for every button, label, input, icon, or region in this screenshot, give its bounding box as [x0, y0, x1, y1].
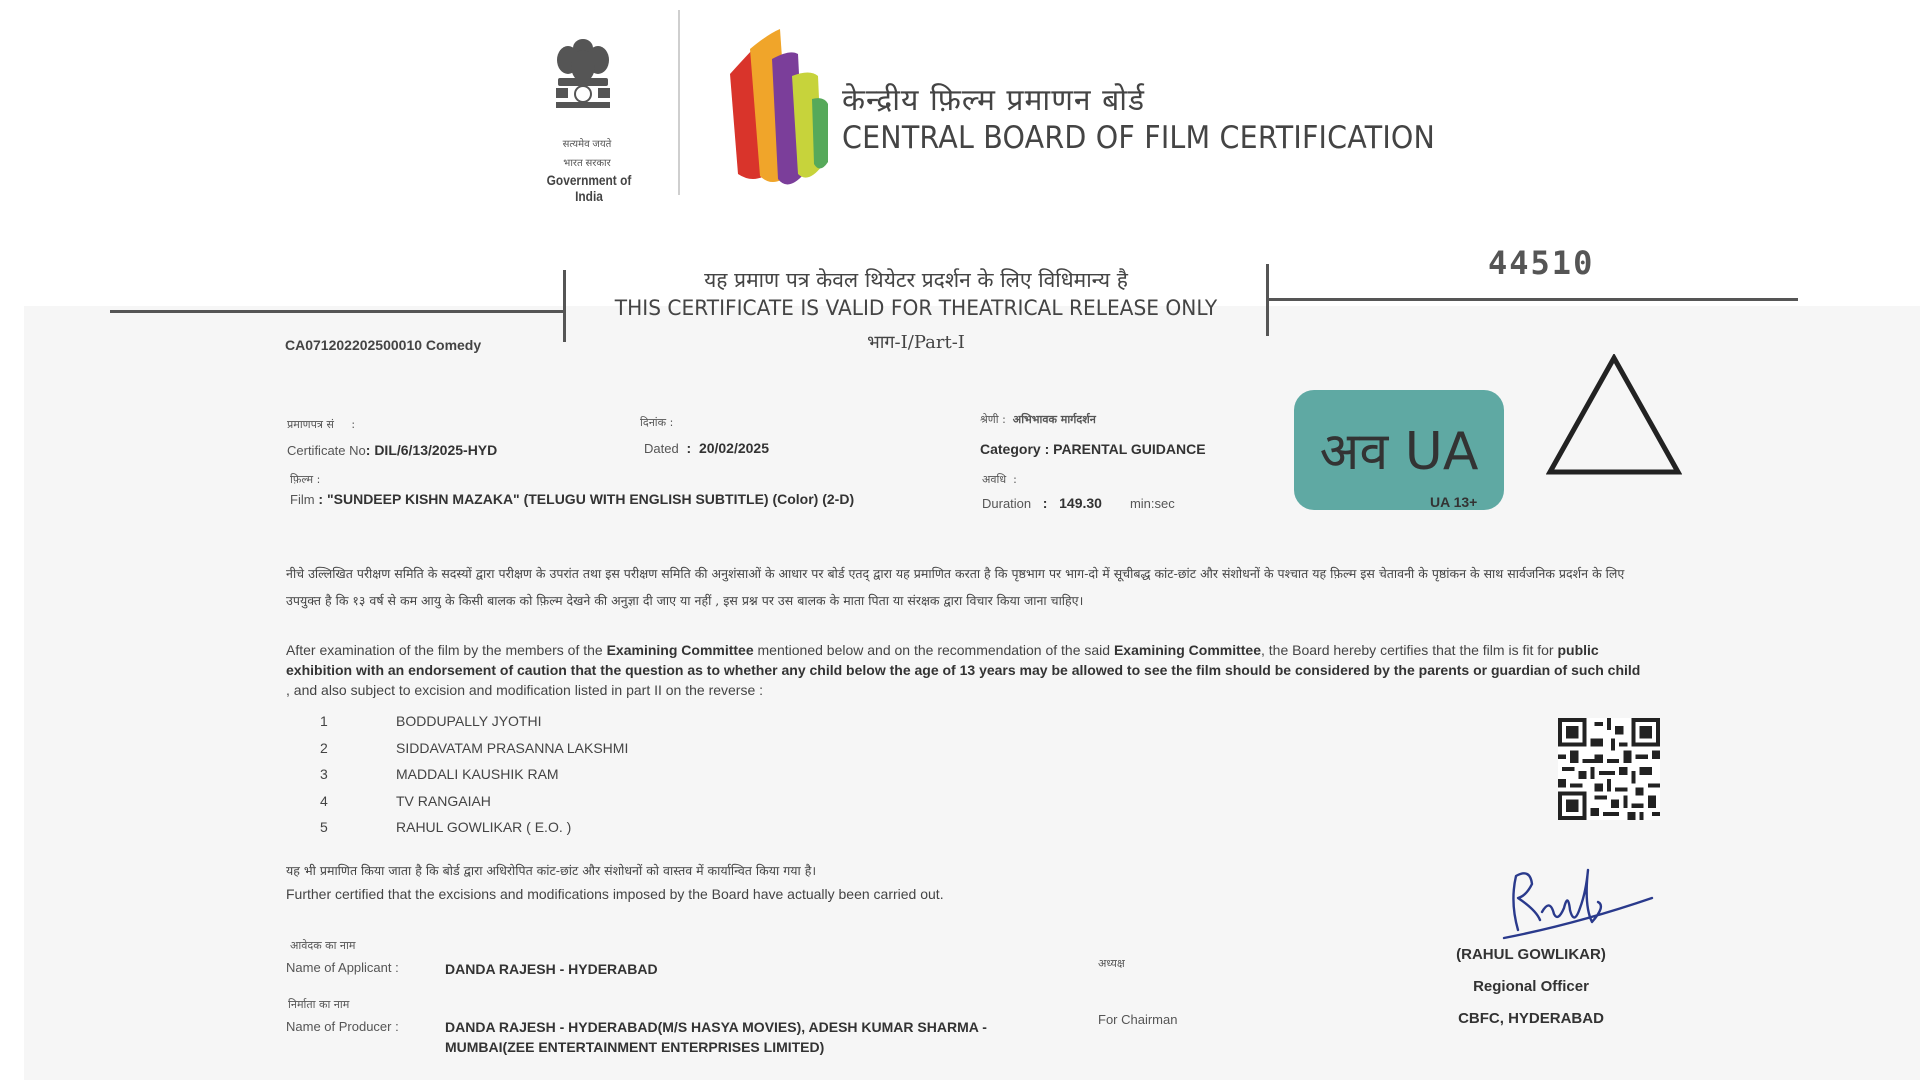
applicant-label: Name of Applicant : — [286, 960, 399, 975]
cert-no-label: Certificate No — [287, 443, 366, 458]
triangle-icon — [1546, 354, 1682, 478]
list-item: 5 RAHUL GOWLIKAR ( E.O. ) — [320, 819, 572, 836]
dated-hindi-label: दिनांक : — [640, 416, 674, 429]
cbfc-title-english: CENTRAL BOARD OF FILM CERTIFICATION — [842, 120, 1436, 156]
list-item: 4 TV RANGAIAH — [320, 792, 491, 809]
further-english: Further certified that the excisions and modifications imposed by the Board have actually been carried out. — [286, 886, 944, 902]
producer-value-line2: MUMBAI(ZEE ENTERTAINMENT ENTERPRISES LIMITED) — [445, 1039, 825, 1055]
list-item: 1 BODDUPALLY JYOTHI — [320, 713, 542, 730]
category-hindi-row: श्रेणी : अभिभावक मार्गदर्शन — [980, 413, 1096, 426]
cert-no-hindi-label: प्रमाणपत्र सं : — [287, 418, 356, 431]
dated-value: 20/02/2025 — [698, 440, 770, 456]
serial-number: 44510 — [1488, 244, 1595, 282]
ashoka-emblem-icon — [548, 32, 618, 142]
signatory-office: CBFC, HYDERABAD — [1458, 1010, 1604, 1027]
list-item: 3 MADDALI KAUSHIK RAM — [320, 766, 559, 783]
signature-icon — [1496, 862, 1656, 942]
film-hindi-label: फ़िल्म : — [290, 473, 321, 486]
cert-no-value: DIL/6/13/2025-HYD — [374, 442, 498, 458]
dated-row: Dated : 20/02/2025 — [644, 440, 770, 456]
validity-english: THIS CERTIFICATE IS VALID FOR THEATRICAL RELEASE ONLY — [614, 296, 1218, 320]
duration-label: Duration — [982, 496, 1032, 511]
part-label: भाग-I/Part-I — [867, 332, 965, 353]
applicant-value: DANDA RAJESH - HYDERABAD — [445, 961, 658, 977]
certification-english: After examination of the film by the members of the Examining Committee mentioned below and on the recommendation of the said Examining Committee, the Board hereby certifies that the film is fit for public exhibition with an endorsement of caution that the question as to whether any child below the age of 13 years may be allowed to see the film should be considered by the parents or guardian of such child , and also subject to excision and modification listed in part II on the reverse : — [286, 642, 1641, 698]
producer-value-line1: DANDA RAJESH - HYDERABAD(M/S HASYA MOVIES), ADESH KUMAR SHARMA - — [445, 1019, 987, 1035]
signatory-name: (RAHUL GOWLIKAR) — [1456, 946, 1606, 963]
film-title: "SUNDEEP KISHN MAZAKA" (TELUGU WITH ENGLISH SUBTITLE) (Color) (2-D) — [327, 491, 855, 507]
producer-hindi-label: निर्माता का नाम — [288, 998, 350, 1011]
film-label: Film — [290, 492, 315, 507]
film-row: Film : "SUNDEEP KISHN MAZAKA" (TELUGU WITH ENGLISH SUBTITLE) (Color) (2-D) — [290, 491, 855, 507]
further-hindi: यह भी प्रमाणित किया जाता है कि बोर्ड द्वारा अधिरोपित कांट-छांट और संशोधनों को वास्तव में कार्यान्वित किया गया है। — [286, 863, 817, 878]
category-row: Category : PARENTAL GUIDANCE — [980, 441, 1206, 457]
signatory-title: Regional Officer — [1473, 978, 1589, 995]
cbfc-logo-icon — [728, 24, 830, 192]
committee-members — [320, 708, 628, 841]
duration-row: Duration : 149.30 min:sec — [982, 495, 1175, 511]
duration-unit: min:sec — [1129, 496, 1175, 511]
qr-code-icon — [1558, 718, 1660, 820]
dated-label: Dated — [644, 441, 679, 456]
header-divider — [678, 10, 680, 195]
duration-value: 149.30 — [1059, 495, 1102, 511]
rating-symbol: अव UA — [1319, 422, 1479, 482]
category-hindi-value: अभिभावक मार्गदर्शन — [1012, 413, 1096, 426]
rule-right — [1268, 298, 1798, 301]
cert-no-row: Certificate No: DIL/6/13/2025-HYD — [287, 442, 498, 458]
category-label: Category — [980, 441, 1041, 457]
category-value: PARENTAL GUIDANCE — [1053, 441, 1206, 457]
certification-hindi: नीचे उल्लिखित परीक्षण समिति के सदस्यों द्वारा परीक्षण के उपरांत तथा इस परीक्षण समिति की अनुशंसाओं के आधार पर बोर्ड एतद् द्वारा यह प्रमाणित करता है कि पृष्ठभाग पर भाग-दो में सूचीबद्ध कांट-छांट और संशोधनों के पश्चात यह फ़िल्म इस चेतावनी के पृष्ठांकन के साथ सार्वजनिक प्रदर्शन के लिए उपयुक्त है कि १३ वर्ष से कम आयु के किसी बालक को फ़िल्म देखने की अनुज्ञा दी जाए या नहीं , इस प्रश्न पर उस बालक के माता पिता या संरक्षक द्वारा विचार किया जाना चाहिए। — [286, 566, 1625, 608]
emblem-motto: सत्यमेव जयते — [562, 139, 612, 150]
chairman-hindi: अध्यक्ष — [1098, 957, 1125, 970]
producer-label: Name of Producer : — [286, 1019, 399, 1034]
chairman-english: For Chairman — [1098, 1012, 1178, 1027]
bracket-right — [1266, 264, 1269, 336]
cbfc-title-hindi: केन्द्रीय फ़िल्म प्रमाणन बोर्ड — [842, 83, 1146, 118]
rating-sub: UA 13+ — [1430, 494, 1478, 510]
list-item: 2 SIDDAVATAM PRASANNA LAKSHMI — [320, 739, 629, 756]
reference-code: CA071202202500010 Comedy — [285, 337, 482, 353]
rule-left — [110, 310, 564, 313]
gov-hindi: भारत सरकार — [563, 158, 611, 169]
gov-english: Government of India — [546, 172, 632, 204]
validity-hindi: यह प्रमाण पत्र केवल थियेटर प्रदर्शन के लिए विधिमान्य है — [704, 268, 1128, 292]
duration-hindi-label: अवधि : — [982, 473, 1017, 486]
applicant-hindi-label: आवेदक का नाम — [290, 939, 356, 952]
